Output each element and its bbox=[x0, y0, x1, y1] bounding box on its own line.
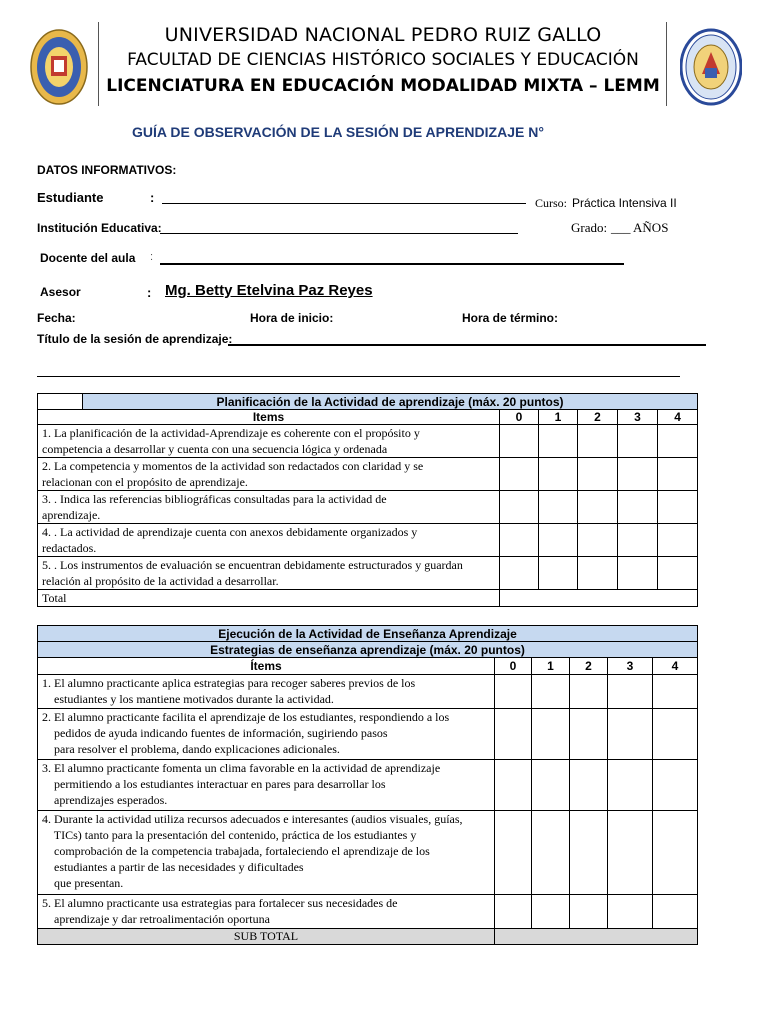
score-cell[interactable] bbox=[500, 425, 539, 458]
item-text: 3. El alumno practicante fomenta un clima favorable en la actividad de aprendizaje permitiendo a los estudiantes interactuar en pares para desarrollar los aprendizajes esperados. bbox=[38, 760, 495, 811]
score-cell[interactable] bbox=[570, 675, 608, 709]
score-cell[interactable] bbox=[570, 811, 608, 895]
item-text: 4. Durante la actividad utiliza recursos adecuados e interesantes (audios visuales, guías, TICs) tanto para la presentación del contenido, práctica de los estudiantes y comprobación de la competencia trabajada, fortaleciendo el aprendizaje de los estudiantes a partir de las necesidades y dificultades que presentan. bbox=[38, 811, 495, 895]
table-row bbox=[38, 524, 698, 557]
faculty-name: FACULTAD DE CIENCIAS HISTÓRICO SOCIALES Y EDUCACIÓN bbox=[127, 50, 639, 70]
score-header-0: 0 bbox=[495, 658, 532, 675]
score-cell[interactable] bbox=[495, 760, 532, 811]
score-cell[interactable] bbox=[532, 760, 570, 811]
table-row bbox=[38, 557, 698, 590]
docente-field[interactable] bbox=[160, 263, 624, 265]
planning-table bbox=[37, 393, 698, 607]
table-row bbox=[38, 811, 698, 895]
score-cell[interactable] bbox=[653, 760, 698, 811]
score-cell[interactable] bbox=[500, 458, 539, 491]
score-cell[interactable] bbox=[658, 557, 698, 590]
score-cell[interactable] bbox=[578, 557, 618, 590]
score-cell[interactable] bbox=[570, 709, 608, 760]
planning-title: Planificación de la Actividad de aprendizaje (máx. 20 puntos) bbox=[83, 394, 698, 410]
score-cell[interactable] bbox=[495, 675, 532, 709]
score-cell[interactable] bbox=[658, 458, 698, 491]
asesor-value: Mg. Betty Etelvina Paz Reyes bbox=[165, 282, 373, 299]
score-cell[interactable] bbox=[539, 557, 578, 590]
asesor-label: Asesor bbox=[40, 285, 81, 299]
table-row bbox=[38, 491, 698, 524]
score-cell[interactable] bbox=[532, 675, 570, 709]
score-cell[interactable] bbox=[608, 811, 653, 895]
titulo-field-line2[interactable] bbox=[37, 376, 680, 377]
execution-table bbox=[37, 625, 698, 945]
hora-termino-label: Hora de término: bbox=[462, 311, 559, 325]
item-text: 2. El alumno practicante facilita el aprendizaje de los estudiantes, respondiendo a los pedidos de ayuda indicando fuentes de información, sugiriendo pasos para resolver el problema, dando explicaciones adicionales. bbox=[38, 709, 495, 760]
score-header-4: 4 bbox=[653, 658, 698, 675]
score-cell[interactable] bbox=[608, 675, 653, 709]
score-cell[interactable] bbox=[578, 458, 618, 491]
score-cell[interactable] bbox=[532, 895, 570, 929]
table-row bbox=[38, 675, 698, 709]
estudiante-label: Estudiante bbox=[37, 190, 104, 205]
score-cell[interactable] bbox=[618, 557, 658, 590]
item-text: 5. El alumno practicante usa estrategias para fortalecer sus necesidades de aprendizaje y dar retroalimentación oportuna bbox=[38, 895, 495, 929]
score-header-4: 4 bbox=[658, 410, 698, 425]
docente-colon: : bbox=[150, 251, 154, 263]
grado-label: Grado: bbox=[571, 220, 608, 235]
score-cell[interactable] bbox=[539, 425, 578, 458]
item-text: 3. . Indica las referencias bibliográficas consultadas para la actividad de aprendizaje. bbox=[38, 491, 500, 524]
item-text: 1. El alumno practicante aplica estrategias para recoger saberes previos de los estudiantes y los mantiene motivados durante la actividad. bbox=[38, 675, 495, 709]
score-cell[interactable] bbox=[653, 709, 698, 760]
grado-value: ___ AÑOS bbox=[611, 220, 669, 235]
score-cell[interactable] bbox=[618, 425, 658, 458]
table-row bbox=[38, 425, 698, 458]
score-cell[interactable] bbox=[578, 491, 618, 524]
estudiante-field[interactable] bbox=[162, 203, 526, 204]
score-header-3: 3 bbox=[608, 658, 653, 675]
left-logo bbox=[30, 28, 88, 106]
subtotal-cell[interactable] bbox=[495, 929, 698, 945]
score-cell[interactable] bbox=[495, 811, 532, 895]
score-cell[interactable] bbox=[500, 491, 539, 524]
hora-inicio-label: Hora de inicio: bbox=[250, 311, 334, 325]
score-header-3: 3 bbox=[618, 410, 658, 425]
score-cell[interactable] bbox=[653, 895, 698, 929]
subtotal-row bbox=[38, 929, 698, 945]
table-row bbox=[38, 895, 698, 929]
score-cell[interactable] bbox=[653, 675, 698, 709]
score-cell[interactable] bbox=[500, 557, 539, 590]
score-header-1: 1 bbox=[532, 658, 570, 675]
score-cell[interactable] bbox=[570, 760, 608, 811]
items-header: Ítems bbox=[38, 658, 495, 675]
item-text: 4. . La actividad de aprendizaje cuenta con anexos debidamente organizados y redactados. bbox=[38, 524, 500, 557]
institucion-field[interactable] bbox=[160, 233, 518, 234]
execution-subtitle: Estrategias de enseñanza aprendizaje (máx. 20 puntos) bbox=[38, 642, 698, 658]
score-cell[interactable] bbox=[608, 709, 653, 760]
titulo-label: Título de la sesión de aprendizaje: bbox=[37, 332, 233, 346]
corner-cell bbox=[38, 394, 83, 410]
score-cell[interactable] bbox=[532, 811, 570, 895]
score-cell[interactable] bbox=[495, 895, 532, 929]
curso-label: Curso: bbox=[535, 196, 568, 210]
score-header-2: 2 bbox=[578, 410, 618, 425]
score-cell[interactable] bbox=[658, 425, 698, 458]
item-text: 2. La competencia y momentos de la actividad son redactados con claridad y se relacionan con el propósito de aprendizaje. bbox=[38, 458, 500, 491]
table-row bbox=[38, 709, 698, 760]
score-header-1: 1 bbox=[539, 410, 578, 425]
score-cell[interactable] bbox=[658, 491, 698, 524]
estudiante-colon: : bbox=[150, 190, 155, 205]
total-label: Total bbox=[38, 590, 500, 607]
score-cell[interactable] bbox=[539, 491, 578, 524]
score-header-2: 2 bbox=[570, 658, 608, 675]
total-row bbox=[38, 590, 698, 607]
asesor-colon: : bbox=[147, 285, 152, 300]
score-cell[interactable] bbox=[658, 524, 698, 557]
docente-label: Docente del aula bbox=[40, 251, 136, 265]
titulo-field[interactable] bbox=[228, 344, 706, 346]
score-cell[interactable] bbox=[618, 491, 658, 524]
score-cell[interactable] bbox=[618, 458, 658, 491]
right-logo bbox=[680, 28, 742, 106]
fecha-label: Fecha: bbox=[37, 311, 76, 325]
score-cell[interactable] bbox=[578, 425, 618, 458]
subtotal-label: SUB TOTAL bbox=[38, 929, 495, 945]
score-cell[interactable] bbox=[608, 760, 653, 811]
institucion-label: Institución Educativa: bbox=[37, 221, 162, 235]
score-cell[interactable] bbox=[539, 458, 578, 491]
item-text: 1. La planificación de la actividad-Aprendizaje es coherente con el propósito y competencia a desarrollar y cuenta con una secuencia lógica y ordenada bbox=[38, 425, 500, 458]
item-text: 5. . Los instrumentos de evaluación se encuentran debidamente estructurados y guardan relación al propósito de la actividad a desarrollar. bbox=[38, 557, 500, 590]
score-cell[interactable] bbox=[495, 709, 532, 760]
items-header: Items bbox=[38, 410, 500, 425]
score-cell[interactable] bbox=[532, 709, 570, 760]
score-cell[interactable] bbox=[539, 524, 578, 557]
section-label: DATOS INFORMATIVOS: bbox=[37, 163, 177, 177]
execution-title: Ejecución de la Actividad de Enseñanza Aprendizaje bbox=[38, 626, 698, 642]
curso-value: Práctica Intensiva II bbox=[572, 196, 677, 210]
score-cell[interactable] bbox=[608, 895, 653, 929]
table-row bbox=[38, 760, 698, 811]
program-name: LICENCIATURA EN EDUCACIÓN MODALIDAD MIXTA – LEMM bbox=[106, 76, 660, 96]
score-header-0: 0 bbox=[500, 410, 539, 425]
university-name: UNIVERSIDAD NACIONAL PEDRO RUIZ GALLO bbox=[164, 24, 602, 46]
score-cell[interactable] bbox=[653, 811, 698, 895]
total-cell[interactable] bbox=[500, 590, 698, 607]
score-cell[interactable] bbox=[618, 524, 658, 557]
score-cell[interactable] bbox=[500, 524, 539, 557]
score-cell[interactable] bbox=[578, 524, 618, 557]
table-row bbox=[38, 458, 698, 491]
form-title: GUÍA DE OBSERVACIÓN DE LA SESIÓN DE APRENDIZAJE N° bbox=[132, 124, 544, 140]
score-cell[interactable] bbox=[570, 895, 608, 929]
